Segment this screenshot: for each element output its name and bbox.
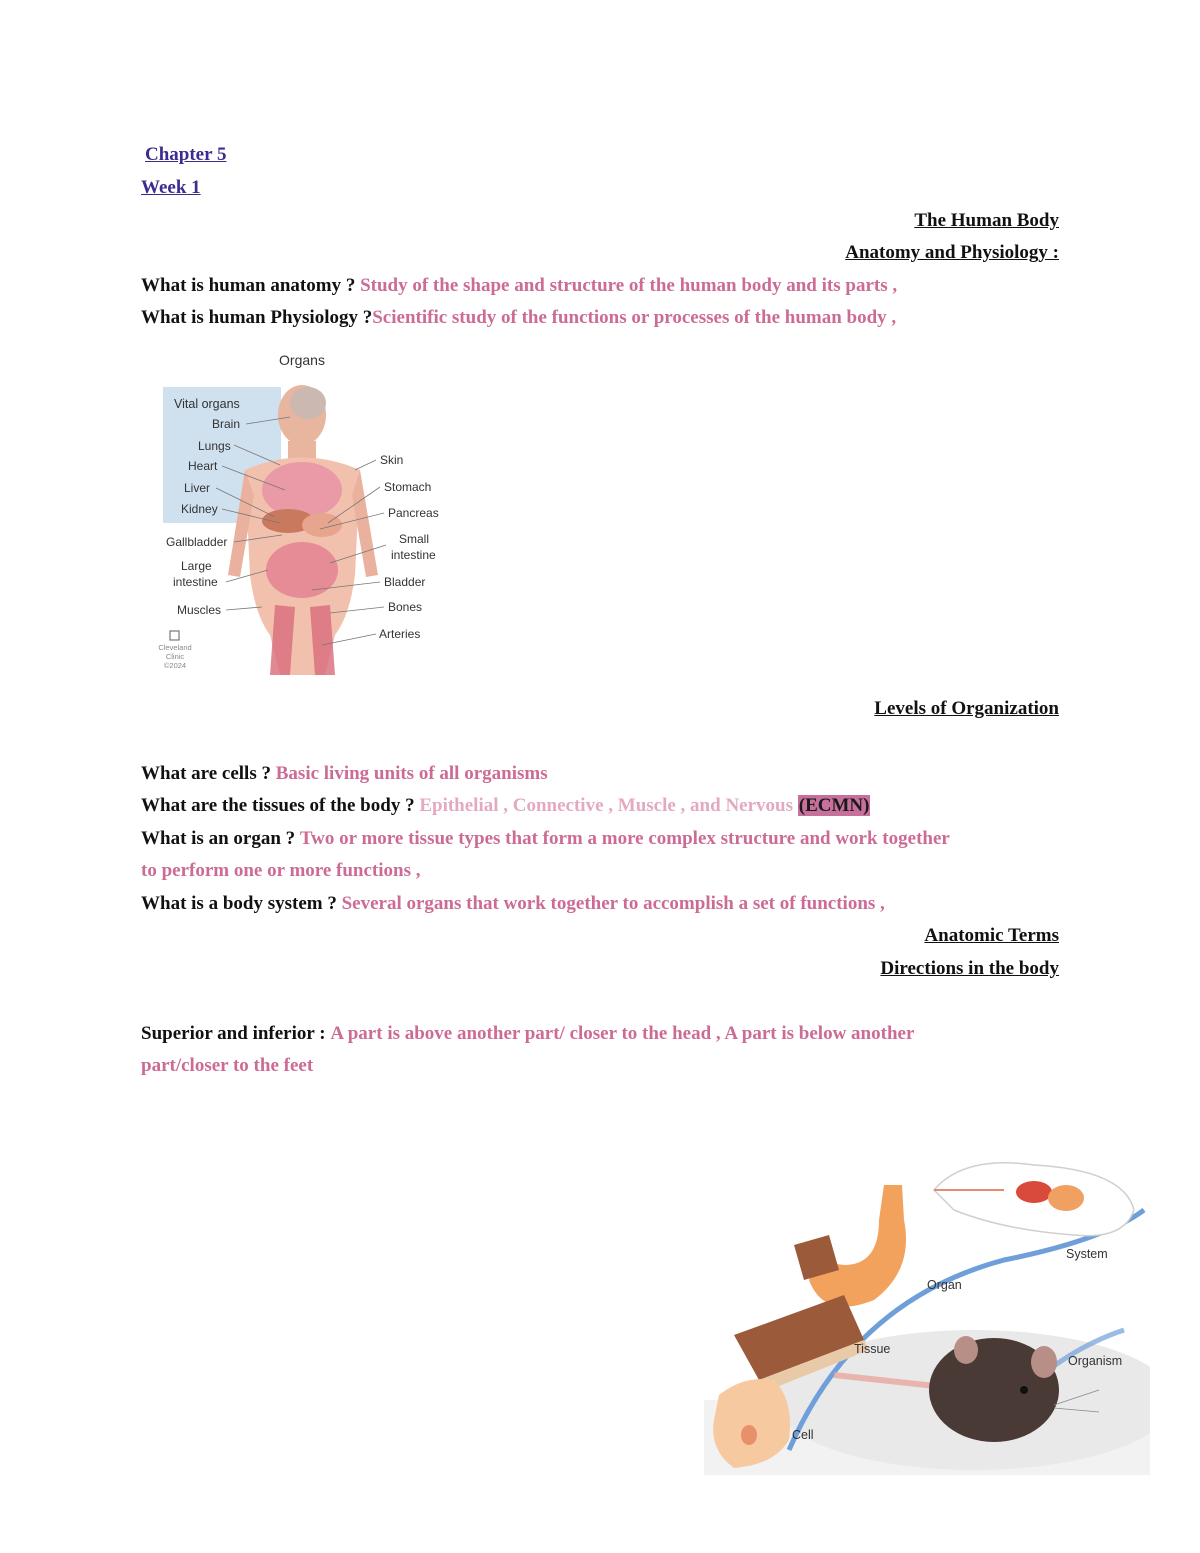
heading-levels-row [141, 697, 1059, 721]
heading-directions: Directions in the body [880, 958, 1059, 979]
cells-question: What are cells ? [141, 763, 271, 784]
label-tissue: Tissue [854, 1342, 891, 1356]
heading-anatomic-terms-row [141, 924, 1059, 948]
organ-illustration [794, 1185, 906, 1307]
credit-line-2: Clinic [165, 652, 185, 661]
right-labels [379, 453, 439, 641]
superior-qa-continued [141, 1054, 1059, 1078]
label-system: System [1066, 1247, 1108, 1261]
label-stomach: Stomach [384, 480, 432, 494]
system-question: What is a body system ? [141, 893, 337, 914]
cells-qa [141, 762, 1059, 786]
tissues-code-highlight: (ECMN) [798, 795, 870, 816]
superior-question: Superior and inferior : [141, 1023, 326, 1044]
system-illustration [934, 1163, 1134, 1236]
label-bones: Bones [388, 600, 423, 614]
physiology-answer: Scientific study of the functions or processes of the human body , [372, 307, 897, 328]
label-large-intestine: intestine [173, 575, 218, 589]
anatomy-answer: Study of the shape and structure of the human body and its parts , [360, 275, 898, 296]
label-brain: Brain [212, 417, 241, 431]
label-liver: Liver [184, 481, 211, 495]
tissues-question: What are the tissues of the body ? [141, 795, 415, 816]
organ-qa [141, 827, 1059, 851]
label-cell: Cell [792, 1428, 814, 1442]
system-qa [141, 892, 1059, 916]
label-heart: Heart [188, 459, 218, 473]
heading-anatomic-terms: Anatomic Terms [924, 925, 1059, 946]
label-large: Large [181, 559, 212, 573]
organs-title: Organs [279, 352, 325, 368]
heading-human-body-row [141, 209, 1059, 233]
superior-answer-line-1: A part is above another part/ closer to the head , A part is below another [330, 1023, 915, 1044]
anatomy-qa [141, 274, 1059, 298]
vital-organs-title: Vital organs [174, 397, 240, 411]
organ-answer-line-2: to perform one or more functions , [141, 860, 421, 881]
label-organ: Organ [927, 1278, 962, 1292]
anatomy-question: What is human anatomy ? [141, 275, 356, 296]
label-bladder: Bladder [384, 575, 426, 589]
superior-qa [141, 1022, 1059, 1046]
organ-question: What is an organ ? [141, 828, 296, 849]
superior-answer-line-2: part/closer to the feet [141, 1055, 314, 1076]
label-pancreas: Pancreas [388, 506, 439, 520]
image-credit [158, 643, 191, 670]
organ-qa-continued [141, 859, 1059, 883]
tissues-answer: Epithelial , Connective , Muscle , and Nervous [419, 795, 793, 816]
heading-anatomy-row [141, 241, 1059, 265]
clinic-logo-icon [170, 631, 179, 640]
week-link[interactable]: Week 1 [141, 177, 201, 198]
tissues-qa [141, 794, 1059, 818]
physiology-question: What is human Physiology ? [141, 307, 373, 328]
levels-of-organization-diagram [704, 1150, 1150, 1475]
credit-line-1: Cleveland [158, 643, 192, 652]
label-kidney: Kidney [181, 502, 218, 516]
chapter-link[interactable]: Chapter 5 [145, 144, 227, 165]
heading-levels: Levels of Organization [874, 698, 1059, 719]
system-answer: Several organs that work together to accomplish a set of functions , [341, 893, 885, 914]
week-row [141, 176, 1059, 200]
label-arteries: Arteries [379, 627, 421, 641]
label-gallbladder: Gallbladder [166, 535, 228, 549]
chapter-row [141, 143, 1059, 167]
cells-answer: Basic living units of all organisms [275, 763, 548, 784]
organ-answer-line-1: Two or more tissue types that form a more complex structure and work together [299, 828, 950, 849]
label-small-intestine: intestine [391, 548, 436, 562]
label-small: Small [399, 532, 430, 546]
physiology-qa [141, 306, 1059, 330]
label-skin: Skin [380, 453, 404, 467]
organs-diagram [150, 345, 450, 677]
heading-anatomy-physiology: Anatomy and Physiology : [845, 242, 1059, 263]
label-muscles: Muscles [177, 603, 222, 617]
label-lungs: Lungs [198, 439, 231, 453]
heading-directions-row [141, 957, 1059, 981]
heading-human-body: The Human Body [914, 210, 1059, 231]
label-organism: Organism [1068, 1354, 1123, 1368]
credit-line-3: ©2024 [163, 661, 187, 670]
